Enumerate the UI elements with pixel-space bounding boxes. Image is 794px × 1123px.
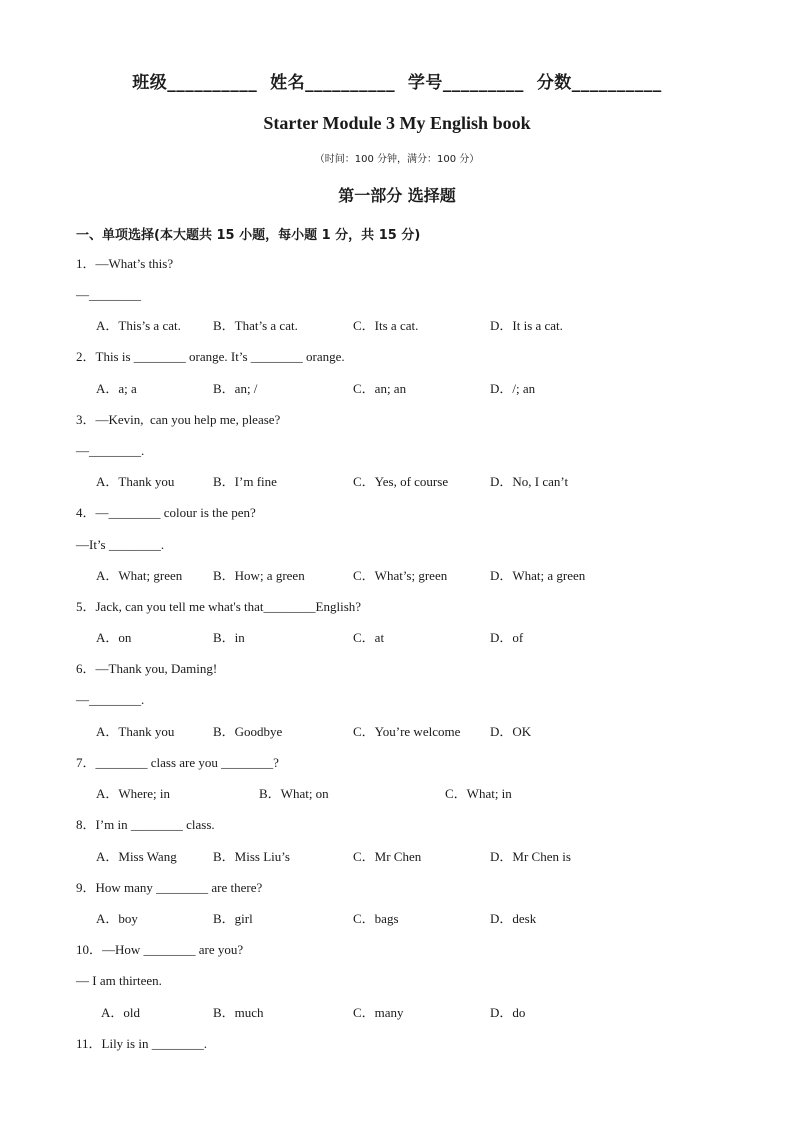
question-2-option-b: B．an; /	[213, 381, 258, 396]
section-title: 一、单项选择(本大题共 15 小题，每小题 1 分，共 15 分)	[76, 228, 421, 243]
question-7-option-b: B．What; on	[259, 786, 329, 801]
question-4-option-c: C．What’s; green	[353, 568, 448, 583]
question-5-option-a: A．on	[96, 630, 132, 645]
question-8-option-a: A．Miss Wang	[96, 849, 177, 864]
question-3-option-d: D．No, I can’t	[490, 474, 569, 489]
question-7-stem: 7．________ class are you ________?	[76, 755, 279, 770]
question-11-stem: 11．Lily is in ________.	[76, 1036, 207, 1051]
question-4-option-b: B．How; a green	[213, 568, 305, 583]
question-3-stem: 3．—Kevin, can you help me, please?	[76, 412, 281, 427]
question-1-option-b: B．That’s a cat.	[213, 318, 298, 333]
question-7-option-a: A．Where; in	[96, 786, 171, 801]
question-5-option-b: B．in	[213, 630, 245, 645]
question-8-option-d: D．Mr Chen is	[490, 849, 571, 864]
question-9-option-c: C．bags	[353, 911, 399, 926]
question-5-stem: 5．Jack, can you tell me what's that________English?	[76, 599, 362, 614]
question-9-option-a: A．boy	[96, 911, 138, 926]
question-10-option-b: B．much	[213, 1005, 264, 1020]
question-4-stem: 4．—________ colour is the pen?	[76, 505, 256, 520]
question-2-option-d: D．/; an	[490, 381, 536, 396]
question-1-option-d: D．It is a cat.	[490, 318, 563, 333]
question-10-option-c: C．many	[353, 1005, 404, 1020]
question-1-option-c: C．Its a cat.	[353, 318, 419, 333]
question-7-option-c: C．What; in	[445, 786, 512, 801]
question-6-option-c: C．You’re welcome	[353, 724, 461, 739]
question-6-option-a: A．Thank you	[96, 724, 175, 739]
question-8-option-b: B．Miss Liu’s	[213, 849, 290, 864]
question-1-option-a: A．This’s a cat.	[96, 318, 181, 333]
question-5-option-c: C．at	[353, 630, 385, 645]
question-6-option-b: B．Goodbye	[213, 724, 283, 739]
question-4-option-d: D．What; a green	[490, 568, 586, 583]
question-1-stem: 1．—What’s this?	[76, 256, 174, 271]
question-9-stem: 9．How many ________ are there?	[76, 880, 263, 895]
question-10-option-a: A．old	[101, 1005, 141, 1020]
question-9-option-d: D．desk	[490, 911, 537, 926]
student-info-line: 班级__________ 姓名__________ 学号_________ 分数__________	[132, 73, 662, 93]
question-2-option-c: C．an; an	[353, 381, 407, 396]
question-9-option-b: B．girl	[213, 911, 253, 926]
question-10-response: — I am thirteen.	[76, 973, 162, 988]
question-10-stem: 10．—How ________ are you?	[76, 942, 244, 957]
question-4-option-a: A．What; green	[96, 568, 183, 583]
question-3-response: —________.	[76, 443, 145, 458]
exam-time-score: （时间：100 分钟，满分：100 分）	[314, 154, 480, 165]
question-2-option-a: A．a; a	[96, 381, 137, 396]
question-6-option-d: D．OK	[490, 724, 532, 739]
page-title: Starter Module 3 My English book	[263, 113, 531, 133]
question-2-stem: 2．This is ________ orange. It’s ________ orange.	[76, 349, 345, 364]
question-1-response: —________	[76, 287, 141, 302]
question-10-option-d: D．do	[490, 1005, 526, 1020]
question-5-option-d: D．of	[490, 630, 524, 645]
question-6-response: —________.	[76, 692, 145, 707]
question-3-option-b: B．I’m fine	[213, 474, 277, 489]
part-title: 第一部分 选择题	[338, 186, 456, 205]
question-8-stem: 8．I’m in ________ class.	[76, 817, 215, 832]
question-3-option-c: C．Yes, of course	[353, 474, 449, 489]
question-4-response: —It’s ________.	[76, 537, 165, 552]
question-6-stem: 6．—Thank you, Daming!	[76, 661, 218, 676]
question-3-option-a: A．Thank you	[96, 474, 175, 489]
question-8-option-c: C．Mr Chen	[353, 849, 422, 864]
